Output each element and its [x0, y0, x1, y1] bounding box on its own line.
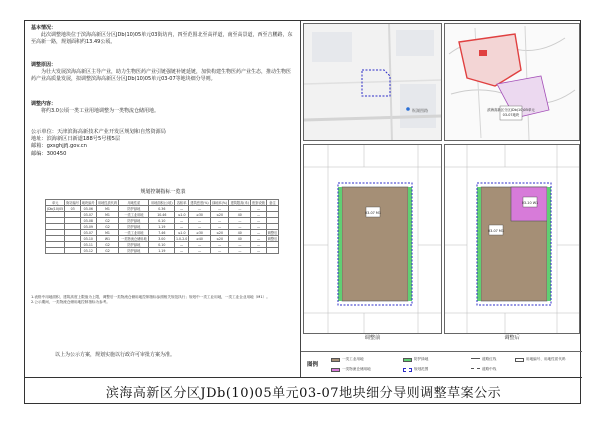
table-cell: ≤20 — [210, 212, 228, 218]
legend-logistics — [331, 367, 371, 372]
table-cell: — — [189, 218, 211, 224]
table-cell: M1 — [96, 230, 119, 236]
text-column — [25, 21, 301, 377]
table-cell: 03-07 — [80, 230, 96, 236]
plan-after — [444, 144, 580, 334]
table-cell: 0.36 — [149, 206, 175, 212]
table-cell: 03-11 — [80, 242, 96, 248]
table-header-cell: 绿地率(%) — [212, 201, 228, 205]
table-cell: 03-08 — [80, 218, 96, 224]
legend-text-boundary: 规划范围 — [414, 367, 429, 371]
table-cell: — — [210, 206, 228, 212]
control-table — [45, 199, 279, 254]
lot-label-new: 03-10 W1 — [521, 201, 539, 205]
table-cell: ≤1.0 — [175, 230, 189, 236]
map-column — [301, 21, 582, 377]
table-cell: — — [175, 224, 189, 230]
swatch-redline — [471, 358, 480, 362]
table-cell: 防护绿地 — [119, 242, 149, 248]
site-label-1: 滨海高新区分区JDb(10)05单元 — [487, 108, 535, 112]
table-cell: JDb(10)05 — [47, 206, 64, 211]
table-cell: — — [210, 218, 228, 224]
table-cell: M1 — [96, 212, 119, 218]
contact-zip: 邮编：300450 — [31, 150, 67, 157]
road-label: 纵湖图路 — [412, 108, 428, 113]
legend-centerline — [471, 367, 496, 372]
table-cell: — — [175, 242, 189, 248]
plan-before-svg — [304, 145, 442, 334]
table-header-cell: 建筑限高(米) — [230, 201, 249, 205]
swatch-logistics — [331, 368, 340, 372]
table-header-cell: 用地性质代码 — [97, 201, 118, 205]
contact-org: 公示单位：天津滨海高新技术产业开发区规划和自然资源局 — [31, 129, 166, 135]
table-header-cell: 容积率 — [175, 200, 189, 206]
table-cell: 0.10 — [149, 242, 175, 248]
contact-section — [31, 129, 166, 158]
table-cell: — — [175, 218, 189, 224]
table-cell: G2 — [96, 242, 119, 248]
table-cell: ≤1.0 — [175, 212, 189, 218]
table-cell: G2 — [96, 248, 119, 254]
table-cell: — — [210, 248, 228, 254]
table-header-cell: 用地性质 — [119, 200, 149, 206]
table-cell: — — [251, 206, 267, 212]
table-cell: 调整后 — [267, 231, 278, 235]
table-header-cell: 地块编号 — [81, 201, 95, 205]
table-cell: 03-12 — [80, 248, 96, 254]
table-cell: — — [251, 218, 267, 224]
table-cell: — — [229, 242, 251, 248]
regional-map — [444, 23, 580, 141]
table-cell: 一类工业用地 — [119, 212, 149, 218]
table-cell: G2 — [96, 218, 119, 224]
reason-section — [31, 62, 295, 84]
content-section — [31, 101, 295, 115]
legend-redline — [471, 357, 496, 362]
table-cell: 防护绿地 — [119, 248, 149, 254]
swatch-boundary — [403, 368, 412, 372]
reason-heading: 调整原因： — [31, 62, 57, 68]
table-cell: 3.00 — [149, 236, 175, 242]
table-cell — [46, 248, 65, 254]
content-heading: 调整内容： — [31, 101, 57, 107]
basic-info-section — [31, 25, 295, 47]
note-1: 1.表格中用地面积、建筑高度上限值为上限，调整后一类物流仓储用地控制指标参照相关规范执行；规划中一类工业用地，一类工业企业用地（M1）。 — [31, 295, 270, 299]
page-title: 滨海高新区分区JDb(10)05单元03-07地块细分导则调整草案公示 — [25, 377, 582, 405]
location-map-svg — [304, 24, 442, 141]
table-cell: — — [189, 224, 211, 230]
table-cell: 0.10 — [149, 218, 175, 224]
content-body: 将约3.0公顷一类工业用地调整为一类物流仓储用地。 — [41, 108, 159, 115]
table-cell: 10.46 — [149, 212, 175, 218]
legend-text-logistics: 一类物流仓储用地 — [342, 367, 371, 371]
table-cell: — — [189, 206, 211, 212]
swatch-centerline — [471, 368, 480, 372]
table-header-cell: 街坊编号 — [66, 201, 79, 205]
table-cell: — — [229, 248, 251, 254]
table-cell: 一类工业用地 — [119, 230, 149, 236]
basic-body: 此次调整地块位于滨海高新区分区JDb(10)05单元03街坊内，四至范围北至高祥道，南至高景道，西至吉鹏路，东至高新一路，规划面积约13.49公顷。 — [31, 32, 293, 46]
table-header-cell: 用地面积(公顷) — [149, 200, 175, 206]
table-cell: 40 — [229, 212, 251, 218]
legend — [301, 351, 582, 377]
legend-text-green: 防护绿地 — [414, 357, 429, 361]
table-cell: 40 — [229, 236, 251, 242]
table-title: 规划控制指标一览表 — [140, 189, 186, 195]
table-cell: — — [251, 212, 267, 218]
table-cell: 03-07 — [80, 212, 96, 218]
table-cell: M1 — [96, 206, 119, 212]
table-header-cell: 建筑密度(%) — [190, 201, 209, 205]
table-cell: ≤20 — [210, 236, 228, 242]
note-2: 2.公示期间，一类物流仓储用地控制指标为参考。 — [31, 300, 110, 305]
table-cell: 03-09 — [80, 224, 96, 230]
table-header-cell: 配套设施 — [252, 201, 265, 205]
table-cell — [65, 248, 81, 254]
legend-text-centerline: 道路中线 — [482, 367, 497, 371]
table-cell: — — [229, 206, 251, 212]
notes — [31, 295, 293, 305]
table-cell: — — [189, 242, 211, 248]
lot-label-after: 03-07 M1 — [487, 229, 505, 233]
table-cell: — — [210, 242, 228, 248]
table-cell: ≥30 — [189, 230, 211, 236]
table-cell: ≤20 — [210, 230, 228, 236]
caption-before: 调整前 — [364, 335, 381, 341]
table-cell: ≥30 — [189, 212, 211, 218]
table-header-cell: 备注 — [266, 200, 278, 206]
legend-text-redline: 道路红线 — [482, 357, 497, 361]
regional-map-svg — [445, 24, 580, 141]
swatch-code — [515, 358, 524, 362]
legend-green — [403, 357, 428, 362]
table-cell: 03 — [65, 206, 81, 212]
table-cell: — — [175, 248, 189, 254]
caption-after: 调整后 — [504, 335, 520, 341]
contact-email: 邮箱：gxsghjjfj.gov.cn — [31, 143, 87, 150]
table-cell: — — [251, 230, 267, 236]
table-cell: — — [251, 242, 267, 248]
table-cell: 40 — [229, 230, 251, 236]
table-cell: — — [251, 236, 267, 242]
table-cell: ≥40 — [189, 236, 211, 242]
table-cell: 1.0-2.0 — [175, 236, 188, 241]
table-cell: — — [229, 218, 251, 224]
table-cell: 防护绿地 — [119, 224, 149, 230]
table-row — [46, 248, 279, 254]
table-cell: — — [251, 224, 267, 230]
table-cell: — — [175, 206, 189, 212]
swatch-green — [403, 358, 412, 362]
contact-address: 地址：滨海新区日新道188号5号楼5层 — [31, 136, 121, 143]
legend-text-industrial: 一类工业用地 — [342, 357, 364, 361]
table-header-cell: 单元 — [46, 200, 65, 206]
table-cell — [266, 248, 278, 254]
plan-after-svg — [445, 145, 580, 334]
legend-boundary — [403, 367, 428, 372]
plan-before — [303, 144, 442, 334]
table-cell: 03-10 — [80, 236, 96, 242]
table-cell: 03-06 — [80, 206, 96, 212]
table-body — [46, 206, 279, 254]
table-cell: — — [229, 224, 251, 230]
legend-industrial — [331, 357, 364, 362]
table-cell: G2 — [96, 224, 119, 230]
table-cell: W1 — [96, 236, 119, 242]
table-cell: — — [251, 248, 267, 254]
table-cell: 调整后 — [267, 237, 278, 241]
swatch-industrial — [331, 358, 340, 362]
table-cell: 防护绿地 — [119, 218, 149, 224]
basic-heading: 基本情况： — [31, 25, 57, 31]
notice-board — [24, 20, 581, 404]
lot-label-before: 03-07 M1 — [364, 211, 382, 215]
location-map — [303, 23, 442, 141]
legend-label: 图例 — [307, 362, 319, 368]
table-cell: 一类物流仓储用地 — [119, 236, 149, 242]
table-cell: — — [210, 224, 228, 230]
final-note: 以上为公示方案，规划实施以行政许可审批方案为准。 — [55, 352, 176, 358]
legend-text-code: 用地编号、用地性质代码 — [526, 357, 566, 361]
table-cell: 1.19 — [149, 248, 175, 254]
reason-body: 为壮大发展滨海高新区主导产业，助力生物医药产业引链强链补链延链，加快构建生物医药产业生态，推动生物医药产业高质量发展，拟调整滨海高新区分区JDb(10)05单元03-07等地块细分导则。 — [31, 69, 292, 83]
table-cell: — — [189, 248, 211, 254]
legend-code — [515, 357, 566, 362]
table-cell: 1.19 — [149, 224, 175, 230]
table-cell: 防护绿地 — [119, 206, 149, 212]
table-cell: 7.46 — [149, 230, 175, 236]
site-label-2: 03-07地块 — [502, 113, 520, 117]
